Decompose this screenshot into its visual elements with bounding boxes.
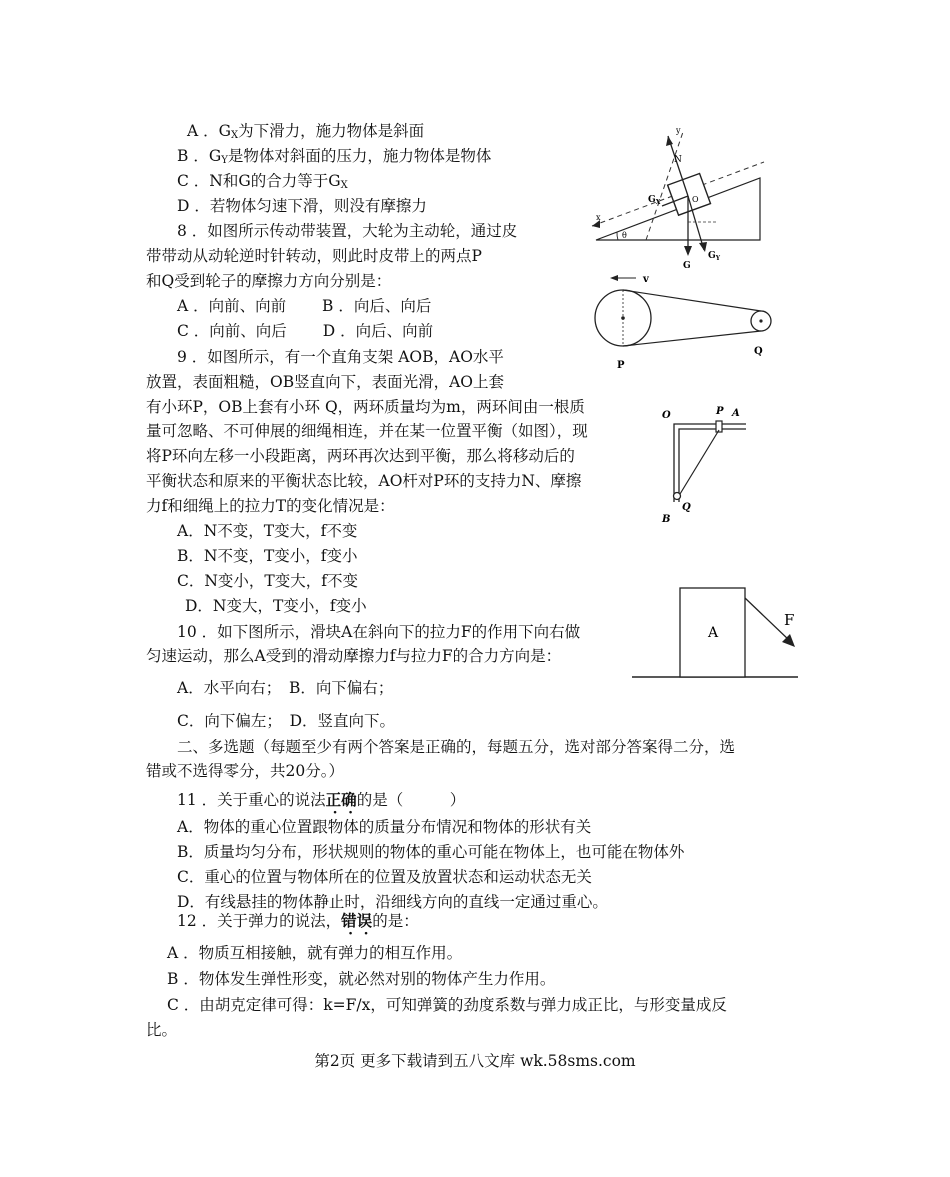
q12-option-b: B ．物体发生弹性形变，就必然对别的物体产生力作用。 [167, 970, 556, 988]
q11-option-a: A．物体的重心位置跟物体的质量分布情况和物体的形状有关 [177, 818, 592, 836]
q7-option-a-pre: A ．G [187, 122, 232, 140]
gx-component-label [648, 195, 661, 206]
gx-label-sub: X [655, 199, 661, 206]
point-p-label: P [716, 406, 724, 417]
q8-stem-line-3: 和Q受到轮子的摩擦力方向分别是： [146, 272, 392, 290]
theta-label: θ [622, 231, 627, 240]
q7-option-b [177, 145, 491, 172]
point-b-label: B [662, 514, 671, 525]
q8-stem-line-2: 带带动从动轮逆时针转动，则此时皮带上的两点P [146, 247, 482, 265]
point-p-label: P [617, 360, 625, 371]
q9-stem-line-1: 9 ．如图所示，有一个直角支架 AOB，AO水平 [177, 348, 504, 366]
gravity-arrowhead [684, 246, 692, 256]
q7-option-b-post: 是物体对斜面的压力，施力物体是物体 [227, 147, 492, 165]
q8-options-cd: C ．向前、向后 D ．向后、向前 [177, 322, 434, 340]
theta-arc [617, 232, 618, 240]
q11-option-d: D．有线悬挂的物体静止时，沿细线方向的直线一定通过重心。 [177, 893, 608, 911]
page-footer: 第2页 更多下载请到五八文库 wk.58sms.com [314, 1052, 636, 1070]
q12-stem-emphasis-1: 错 [341, 911, 357, 930]
q7-option-d: D ．若物体匀速下滑，则没有摩擦力 [177, 197, 427, 215]
q9-option-a: A．N不变，T变大，f不变 [177, 522, 358, 540]
y-axis-label: y [676, 126, 681, 135]
q12-option-c-line-2: 比。 [146, 1021, 178, 1039]
gravity-label: G [683, 261, 691, 270]
q7-option-b-pre: B ．G [177, 147, 222, 165]
incline-block [668, 173, 711, 215]
q7-option-c-pre: C ．N和G的合力等于G [177, 172, 341, 190]
q7-option-a-post: 为下滑力，施力物体是斜面 [238, 122, 425, 140]
belt-upper [623, 290, 761, 311]
q11-stem-emphasis-1: 正 [325, 790, 342, 809]
belt-lower [623, 331, 761, 346]
velocity-arrowhead [610, 275, 618, 281]
q10-options-cd: C．向下偏左； D．竖直向下。 [177, 712, 396, 730]
q9-stem-line-4: 量可忽略、不可伸展的细绳相连，并在某一位置平衡（如图），现 [146, 422, 588, 440]
q11-stem [177, 789, 465, 811]
q12-stem-post: 的是： [372, 912, 419, 930]
ring-q [674, 493, 681, 500]
q9-option-b: B．N不变，T变小，f变小 [177, 547, 358, 565]
q7-option-c-sub: X [340, 180, 348, 191]
q9-stem-line-6: 平衡状态和原来的平衡状态比较，AO杆对P环的支持力N、摩擦 [146, 472, 582, 490]
q12-stem-pre: 12 ．关于弹力的说法， [177, 912, 342, 930]
gx-label-g: G [648, 195, 656, 205]
bracket-rings-diagram [660, 402, 750, 528]
q10-stem-line-1: 10 ．如下图所示，滑块A在斜向下的拉力F的作用下向右做 [177, 623, 581, 641]
bracket-outer [674, 424, 746, 502]
q12-option-c-line-1: C ．由胡克定律可得：k=F/x，可知弹簧的劲度系数与弹力成正比，与形变量成反 [167, 996, 727, 1014]
block-force-diagram [630, 585, 802, 683]
q9-stem-line-3: 有小环P，OB上套有小环 Q，两环质量均为m，两环间由一根质 [146, 398, 585, 416]
q12-option-a: A ．物质互相接触，就有弹力的相互作用。 [167, 944, 463, 962]
q11-stem-pre: 11 ．关于重心的说法 [177, 791, 326, 809]
normal-force-arrowhead [666, 136, 673, 146]
point-o-label: O [662, 410, 671, 421]
q11-option-c: C．重心的位置与物体所在的位置及放置状态和运动状态无关 [177, 868, 592, 886]
force-f-label: F [784, 611, 795, 629]
q11-stem-post: 的是（ ） [356, 791, 466, 809]
q8-options-ab: A ．向前、向前 B ．向后、向后 [177, 297, 432, 315]
belt-drive-diagram [588, 270, 788, 378]
q9-option-c: C．N变小，T变大，f不变 [177, 572, 358, 590]
q9-stem-line-7: 力f和细绳上的拉力T的变化情况是： [146, 497, 395, 515]
x-axis-label: x [596, 213, 601, 222]
q12-stem [177, 910, 419, 932]
point-q-label: Q [754, 346, 763, 357]
q9-stem-line-5: 将P环向左移一小段距离，两环再次达到平衡，那么将移动后的 [146, 447, 575, 465]
q7-option-a-sub: X [231, 130, 239, 141]
q7-option-a [187, 120, 424, 147]
normal-force-label: N [674, 155, 682, 165]
section2-heading-line-2: 错或不选得零分，共20分。） [146, 762, 344, 780]
small-wheel-center [759, 319, 762, 322]
origin-label: O [692, 195, 699, 204]
q7-option-c [177, 170, 348, 197]
q8-stem-line-1: 8 ．如图所示传动带装置，大轮为主动轮，通过皮 [177, 222, 518, 240]
gy-component-arrowhead [699, 242, 707, 252]
q9-option-d: D．N变大，T变小，f变小 [185, 597, 367, 615]
q9-stem-line-2: 放置，表面粗糙，OB竖直向下，表面光滑，AO上套 [146, 373, 505, 391]
velocity-label: v [643, 274, 649, 285]
gy-label-g: G [708, 251, 716, 261]
gy-component-label [708, 251, 721, 262]
q7-option-b-sub: Y [221, 155, 228, 166]
q11-option-b: B．质量均匀分布，形状规则的物体的重心可能在物体上，也可能在物体外 [177, 843, 685, 861]
large-wheel-center [621, 316, 625, 320]
q11-stem-emphasis-2: 确 [341, 790, 357, 809]
q10-stem-line-2: 匀速运动，那么A受到的滑动摩擦力f与拉力F的合力方向是： [146, 647, 562, 665]
point-a-label: A [732, 408, 740, 419]
q12-stem-emphasis-2: 误 [356, 911, 373, 930]
gy-label-sub: Y [715, 255, 720, 262]
incline-force-diagram [588, 122, 768, 270]
point-q-label: Q [682, 502, 691, 513]
section2-heading-line-1: 二、多选题（每题至少有两个答案是正确的，每题五分，选对部分答案得二分，选 [177, 738, 736, 756]
q10-options-ab: A．水平向右； B．向下偏右； [177, 679, 394, 697]
block-a-label: A [708, 625, 719, 641]
rope [680, 430, 719, 494]
